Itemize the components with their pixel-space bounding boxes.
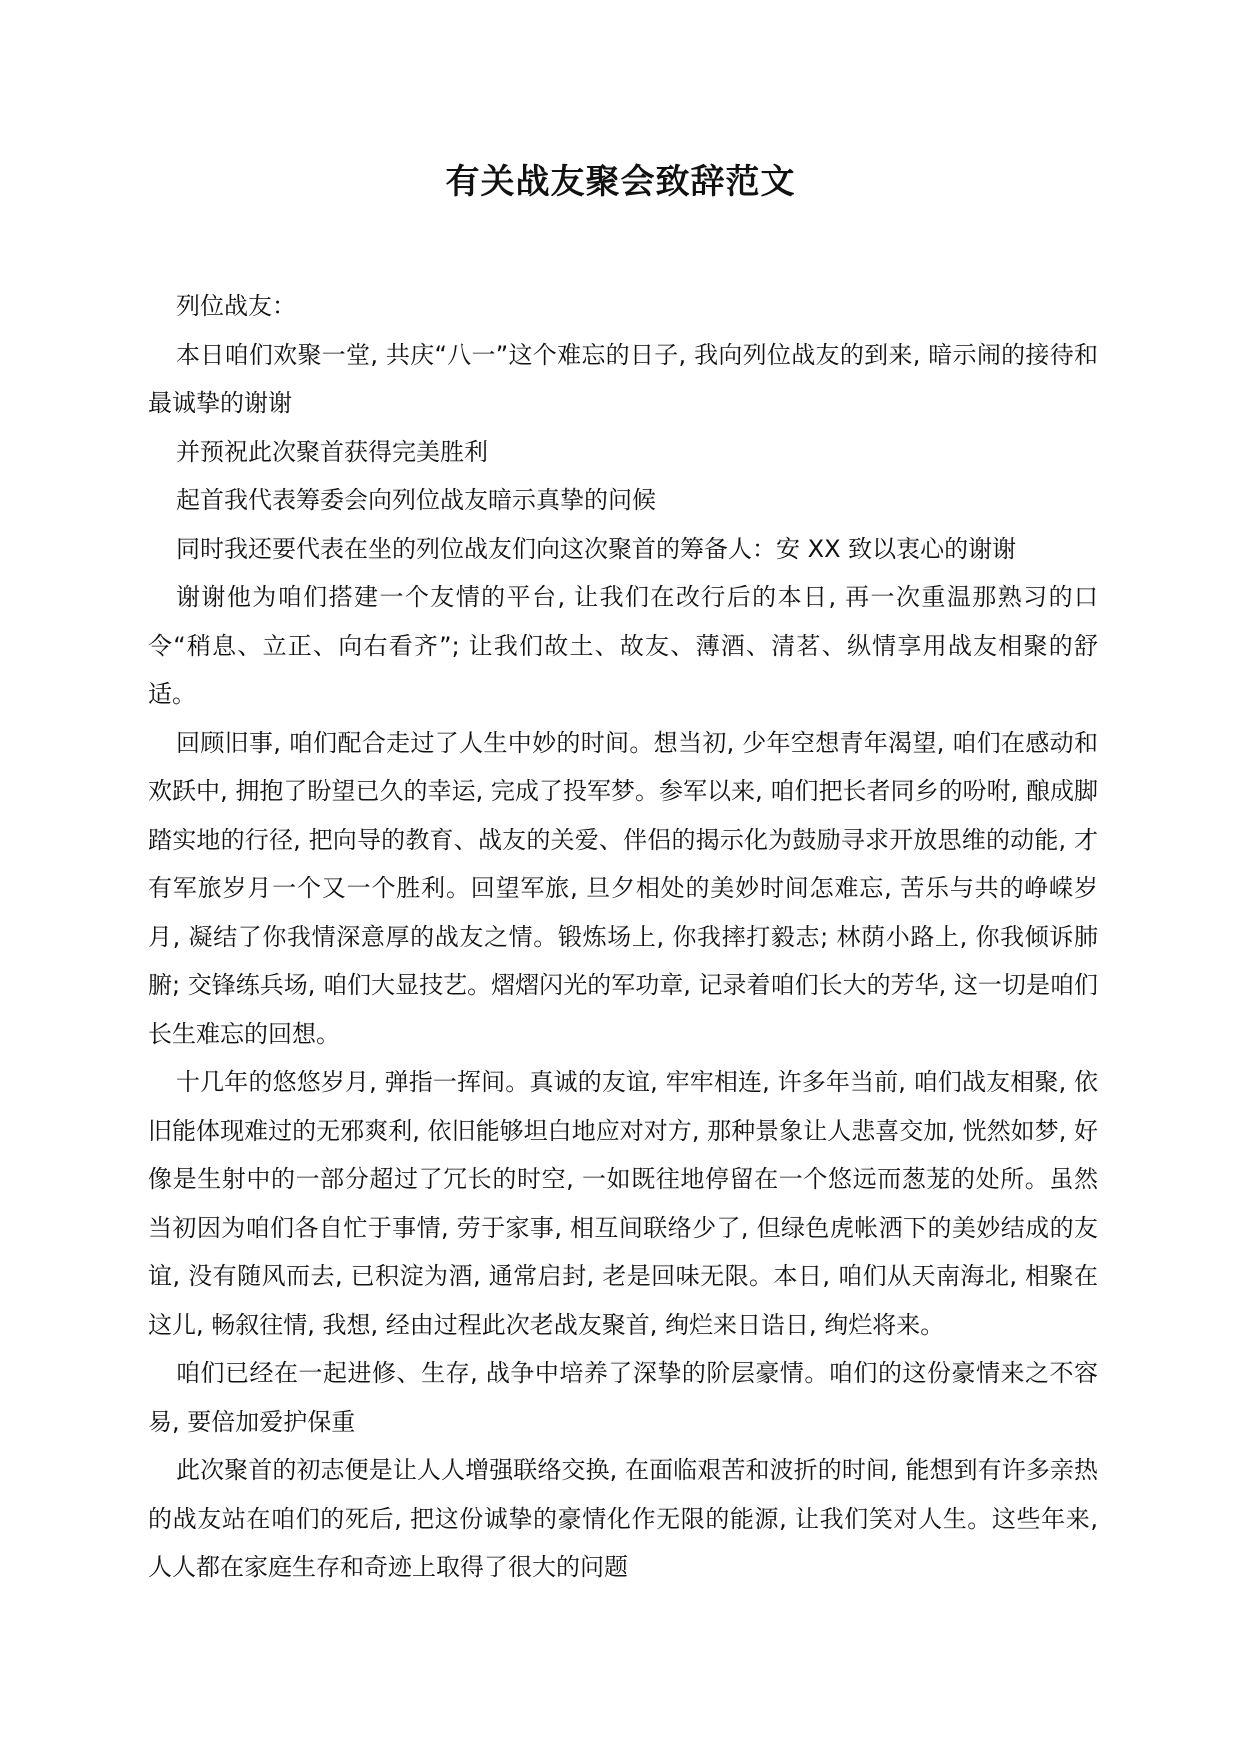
paragraph: 本日咱们欢聚一堂, 共庆“八一”这个难忘的日子, 我向列位战友的到来, 暗示闹的接待和最诚挚的谢谢 — [148, 340, 1098, 417]
paragraph-salutation: 列位战友： — [176, 292, 296, 320]
paragraph: 谢谢他为咱们搭建一个友情的平台, 让我们在改行后的本日, 再一次重温那熟习的口令“稍息、立正、向右看齐”; 让我们故土、故友、薄酒、清茗、纵情享用战友相聚的舒适。 — [148, 583, 1098, 708]
paragraph: 此次聚首的初志便是让人人增强联络交换, 在面临艰苦和波折的时间, 能想到有许多亲热的战友站在咱们的死后, 把这份诚挚的豪情化作无限的能源, 让我们笑对人生。这些年来, 人人都在家庭生存和奇迹上取得了很大的问题 — [148, 1456, 1098, 1581]
document-title: 有关战友聚会致辞范文 — [445, 162, 796, 202]
paragraph: 十几年的悠悠岁月, 弹指一挥间。真诚的友谊, 牢牢相连, 许多年当前, 咱们战友相聚, 依旧能体现难过的无邪爽利, 依旧能够坦白地应对对方, 那种景象让人悲喜交加, 恍然如梦, 好像是生射中的一部分超过了冗长的时空, 一如既往地停留在一个悠远而葱茏的处所。虽然当初因为咱们各自忙于事情, 劳于家事, 相互间联络少了, 但绿色虎帐洒下的美妙结成的友谊, 没有随风而去, 已积淀为酒, 通常启封, 老是回味无限。本日, 咱们从天南海北, 相聚在这儿, 畅叙往情, 我想, 经由过程此次老战友聚首, 绚烂来日诰日, 绚烂将来。 — [148, 1068, 1098, 1339]
paragraph: 并预祝此次聚首获得完美胜利 — [176, 437, 488, 466]
paragraph: 回顾旧事, 咱们配合走过了人生中妙的时间。想当初, 少年空想青年渴望, 咱们在感动和欢跃中, 拥抱了盼望已久的幸运, 完成了投军梦。参军以来, 咱们把长者同乡的吩咐, 酿成脚踏实地的行径, 把向导的教育、战友的关爱、伴侣的揭示化为鼓励寻求开放思维的动能, 才有军旅岁月一个又一个胜利。回望军旅, 旦夕相处的美妙时间怎难忘, 苦乐与共的峥嵘岁月, 凝结了你我情深意厚的战友之情。锻炼场上, 你我摔打毅志; 林荫小路上, 你我倾诉肺腑; 交锋练兵场, 咱们大显技艺。熠熠闪光的军功章, 记录着咱们长大的芳华, 这一切是咱们长生难忘的回想。 — [148, 728, 1098, 1048]
paragraph: 咱们已经在一起进修、生存, 战争中培养了深挚的阶层豪情。咱们的这份豪情来之不容易, 要倍加爱护保重 — [148, 1359, 1098, 1436]
document-body — [148, 282, 1098, 1592]
paragraph: 同时我还要代表在坐的列位战友们向这次聚首的筹备人：安 XX 致以衷心的谢谢 — [176, 534, 1017, 563]
paragraph: 起首我代表筹委会向列位战友暗示真挚的问候 — [176, 486, 656, 514]
